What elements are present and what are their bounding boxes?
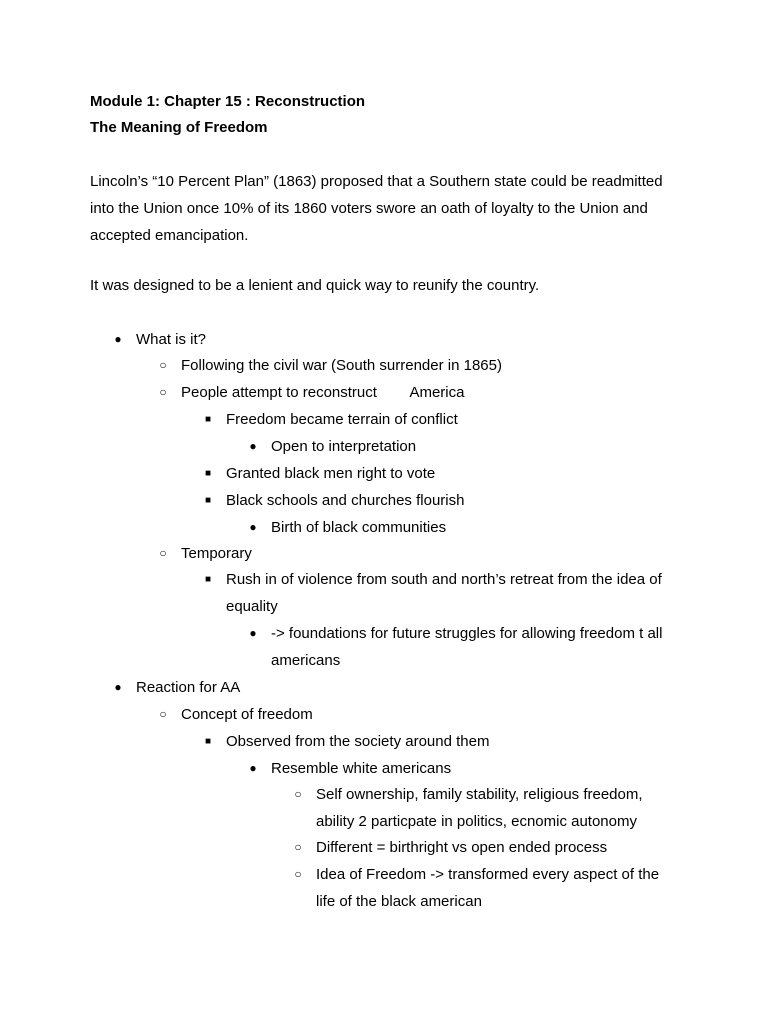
list-item-text: Rush in of violence from south and north’s retreat from the idea of equality — [226, 571, 662, 615]
list-item-text: Self ownership, family stability, religious freedom, ability 2 particpate in politics, ecnomic autonomy — [316, 786, 643, 830]
bullet-hollow-circle-icon: ○ — [294, 867, 302, 881]
list-item-text: Idea of Freedom -> transformed every aspect of the life of the black american — [316, 866, 660, 910]
bullet-square-icon: ■ — [204, 468, 212, 479]
list-item-text: Open to interpretation — [271, 438, 417, 455]
bullet-hollow-circle-icon: ○ — [159, 546, 167, 560]
list-item-text: Reaction for AA — [136, 679, 241, 696]
bullet-square-icon: ■ — [204, 414, 212, 425]
list-item-text: Observed from the society around them — [226, 733, 490, 750]
bullet-square-icon: ■ — [204, 736, 212, 747]
bullet-square-icon: ■ — [204, 574, 212, 585]
list-item-text: Resemble white americans — [271, 760, 452, 777]
bullet-filled-circle-icon: ● — [249, 761, 257, 775]
intro-paragraph: Lincoln’s “10 Percent Plan” (1863) proposed that a Southern state could be readmitted into the Union once 10% of its 1860 voters swore an oath of loyalty to the Union and accepted emancipation. — [90, 173, 663, 244]
bullet-hollow-circle-icon: ○ — [159, 707, 167, 721]
bullet-filled-circle-icon: ● — [249, 520, 257, 534]
bullet-hollow-circle-icon: ○ — [159, 358, 167, 372]
bullet-filled-circle-icon: ● — [249, 626, 257, 640]
list-item-text: Black schools and churches flourish — [226, 492, 465, 509]
bullet-hollow-circle-icon: ○ — [294, 787, 302, 801]
list-item-text: Freedom became terrain of conflict — [226, 411, 458, 428]
bullet-filled-circle-icon: ● — [249, 439, 257, 453]
bullet-hollow-circle-icon: ○ — [294, 840, 302, 854]
bullet-hollow-circle-icon: ○ — [159, 385, 167, 399]
section-title: The Meaning of Freedom — [90, 119, 268, 136]
list-item-text: Temporary — [181, 545, 252, 562]
list-item-text: -> foundations for future struggles for allowing freedom t all americans — [271, 625, 663, 669]
module-title: Module 1: Chapter 15 : Reconstruction — [90, 93, 366, 110]
list-item-text: People attempt to reconstruct America — [181, 384, 465, 401]
list-item-text: Granted black men right to vote — [226, 465, 436, 482]
list-item-text: Birth of black communities — [271, 519, 447, 536]
bullet-filled-circle-icon: ● — [114, 680, 122, 694]
list-item-text: Different = birthright vs open ended process — [316, 839, 608, 856]
bullet-square-icon: ■ — [204, 495, 212, 506]
second-paragraph: It was designed to be a lenient and quick way to reunify the country. — [90, 277, 540, 294]
bullet-filled-circle-icon: ● — [114, 332, 122, 346]
list-item-text: Concept of freedom — [181, 706, 313, 723]
list-item-text: What is it? — [136, 331, 207, 348]
list-item-text: Following the civil war (South surrender in 1865) — [181, 357, 502, 374]
